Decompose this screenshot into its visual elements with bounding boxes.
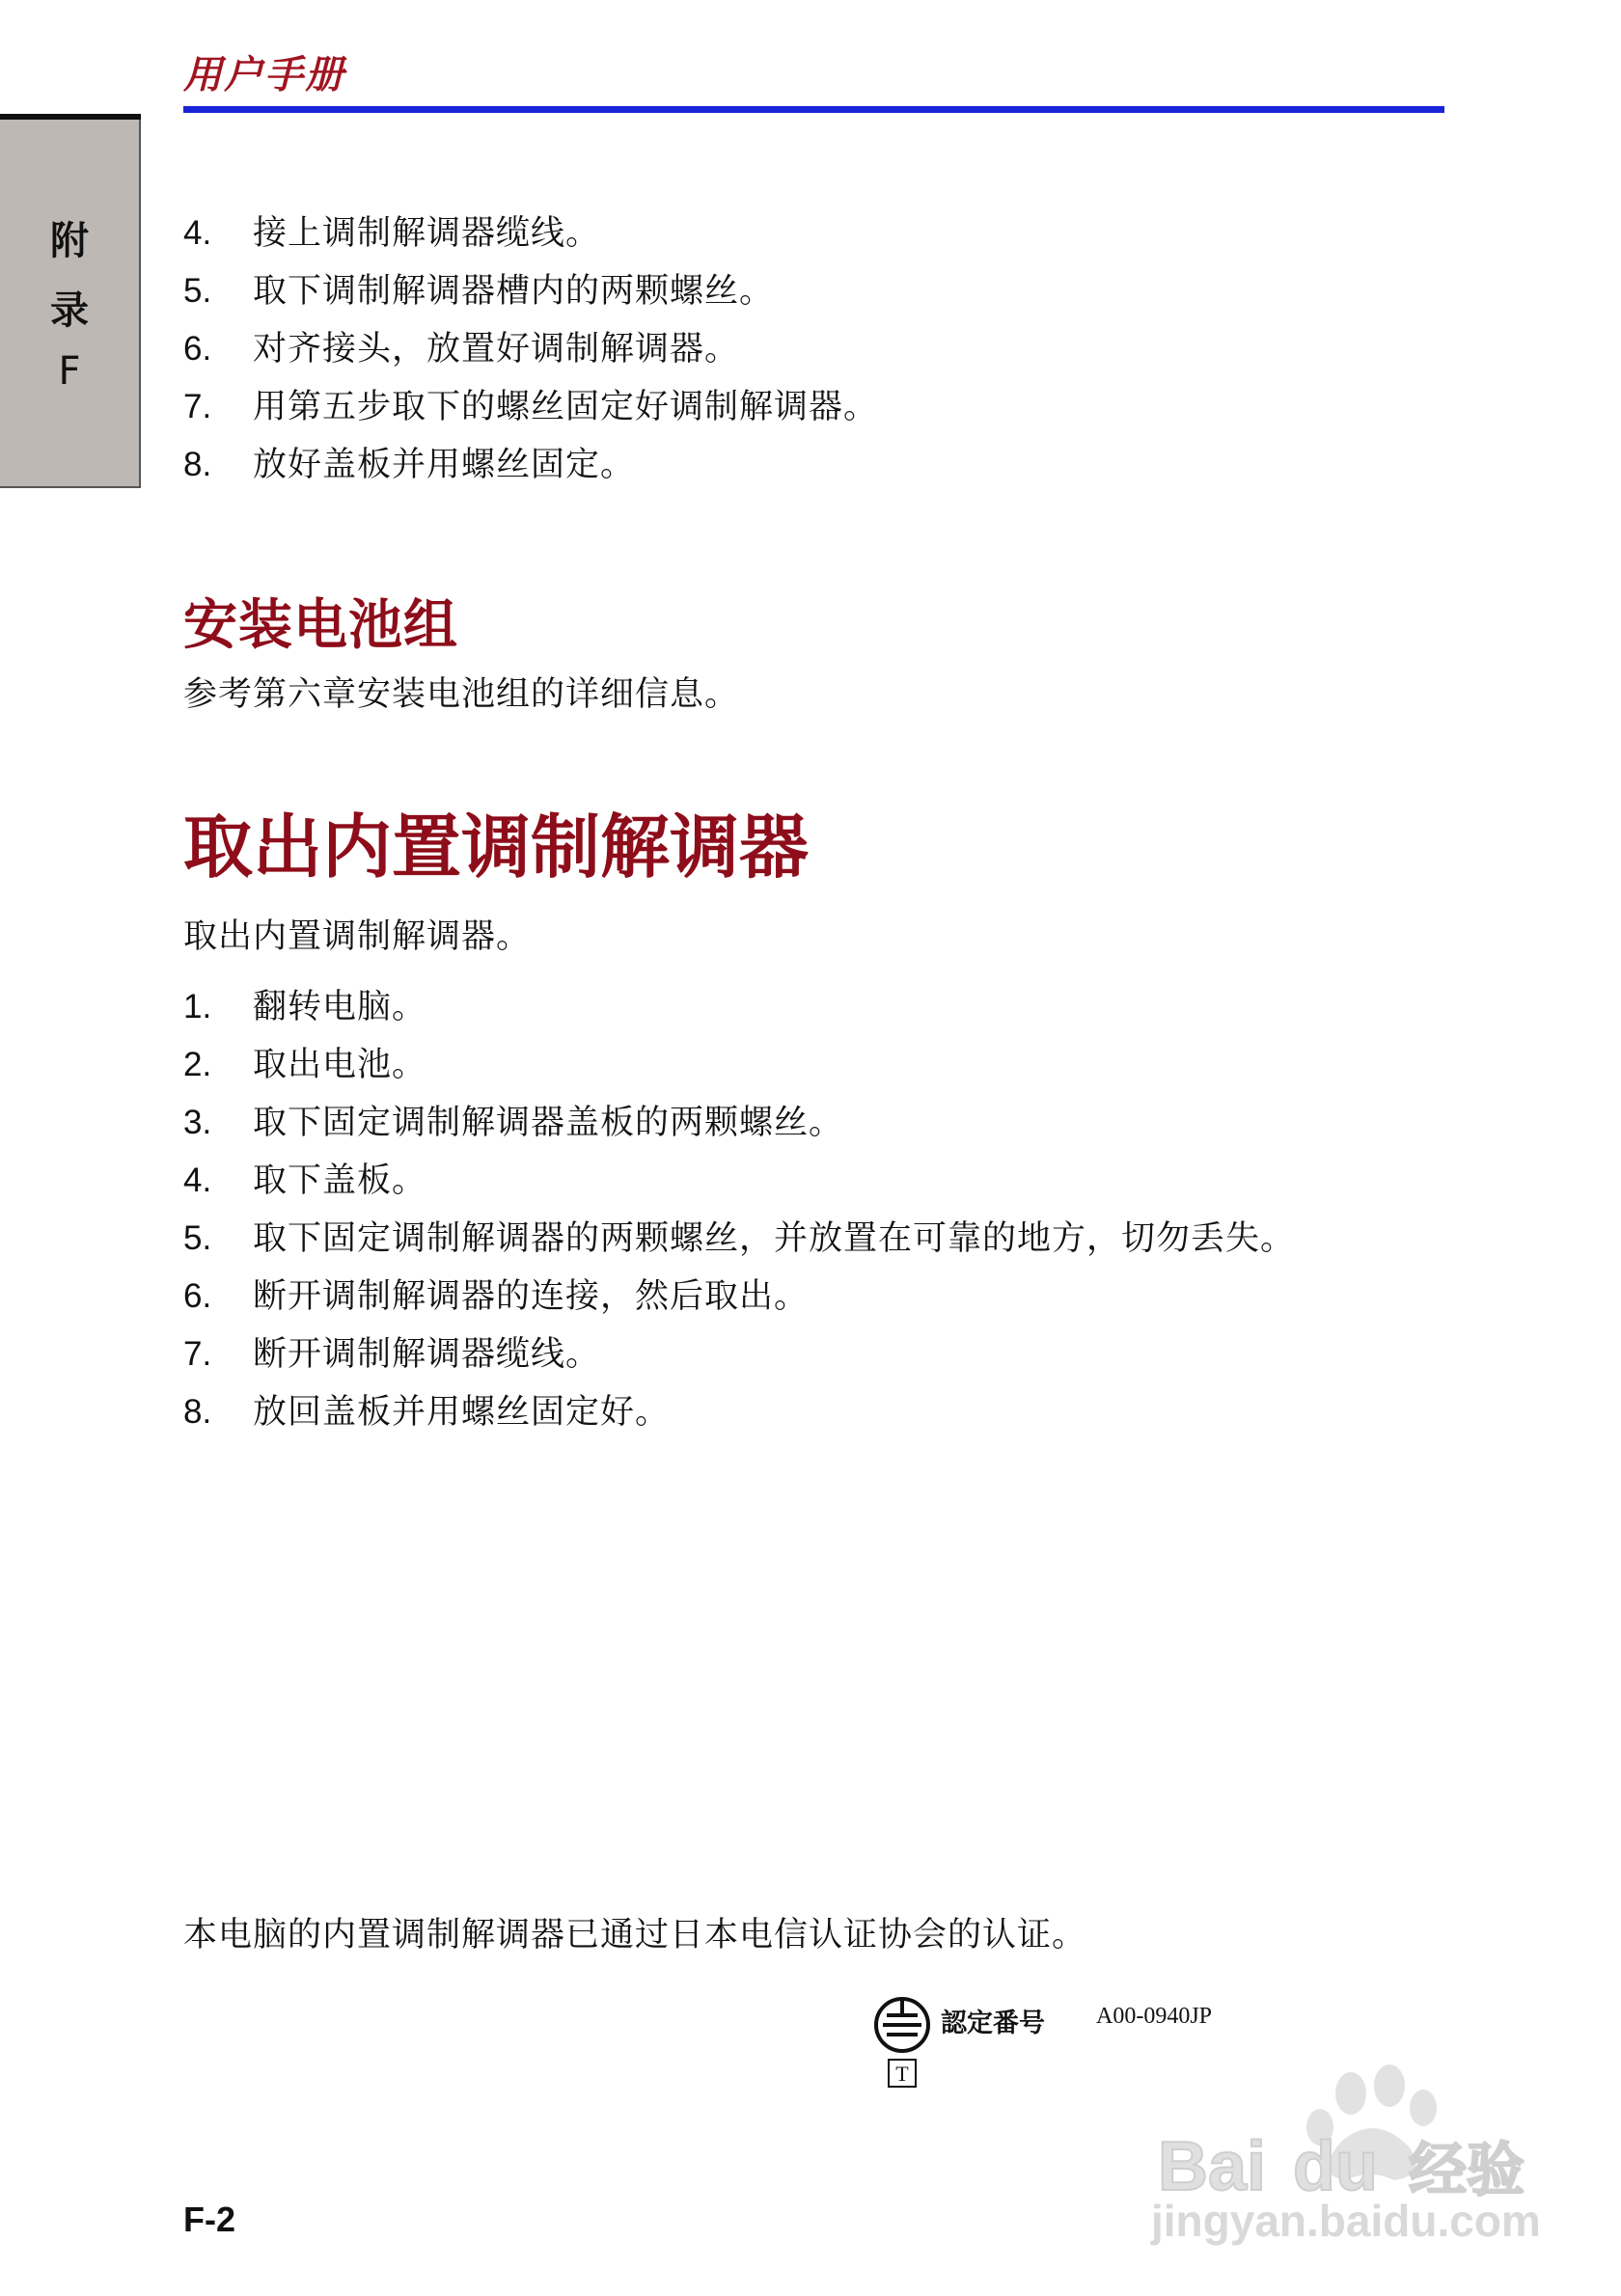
side-tab-char-1: 附 [50, 219, 89, 263]
baidu-watermark-url: jingyan.baidu.com [1151, 2196, 1541, 2246]
step-text: 取下固定调制解调器的两颗螺丝，并放置在可靠的地方，切勿丢失。 [253, 1219, 1296, 1258]
step-number: 6. [183, 330, 212, 368]
step-number: 5. [183, 272, 212, 310]
step-text: 取下调制解调器槽内的两颗螺丝。 [253, 272, 775, 311]
step-text: 放好盖板并用螺丝固定。 [253, 446, 636, 484]
battery-section-body: 参考第六章安装电池组的详细信息。 [183, 675, 740, 714]
side-tab-char-2: 录 [50, 288, 89, 333]
step-text: 取下盖板。 [253, 1162, 427, 1200]
step-number: 8. [183, 446, 212, 483]
step-text: 取下固定调制解调器盖板的两颗螺丝。 [253, 1104, 844, 1142]
page-number: F-2 [183, 2200, 235, 2239]
step-number: 7. [183, 388, 212, 425]
remove-step [183, 978, 1295, 1036]
install-step [183, 262, 878, 320]
header-title: 用户手册 [183, 53, 345, 97]
remove-step [183, 1094, 1295, 1152]
step-text: 接上调制解调器缆线。 [253, 214, 601, 253]
step-number: 2. [183, 1046, 212, 1083]
remove-section-intro: 取出内置调制解调器。 [183, 917, 532, 956]
step-text: 断开调制解调器的连接，然后取出。 [253, 1277, 810, 1316]
battery-section-heading: 安装电池组 [183, 594, 458, 657]
step-text: 放回盖板并用螺丝固定好。 [253, 1393, 671, 1432]
step-number: 3. [183, 1104, 212, 1141]
side-tab-char-3: F [58, 349, 81, 394]
cert-mark-letter: T [895, 2062, 909, 2086]
remove-step [183, 1152, 1295, 1210]
remove-section-heading: 取出内置调制解调器 [183, 806, 810, 888]
certification-statement: 本电脑的内置调制解调器已通过日本电信认证协会的认证。 [183, 1916, 1087, 1954]
svg-text:du: du [1293, 2128, 1378, 2205]
remove-step [183, 1268, 1295, 1326]
certification-code: A00-0940JP [1096, 2004, 1213, 2029]
step-text: 用第五步取下的螺丝固定好调制解调器。 [253, 388, 879, 426]
step-number: 8. [183, 1393, 212, 1431]
install-step [183, 205, 878, 262]
telecom-cert-logo-icon [871, 1994, 939, 2091]
svg-text:Bai: Bai [1158, 2128, 1267, 2205]
header-rule [183, 106, 1444, 113]
step-number: 4. [183, 1162, 212, 1199]
certification-label: 認定番号 [941, 2009, 1045, 2038]
svg-text:经验: 经验 [1409, 2137, 1525, 2204]
remove-step-list [183, 978, 1295, 1441]
step-number: 5. [183, 1219, 212, 1257]
remove-step [183, 1210, 1295, 1268]
install-step [183, 378, 878, 436]
step-number: 4. [183, 214, 212, 252]
step-text: 翻转电脑。 [253, 988, 427, 1026]
step-number: 6. [183, 1277, 212, 1315]
step-number: 7. [183, 1335, 212, 1373]
remove-step [183, 1383, 1295, 1441]
remove-step [183, 1036, 1295, 1094]
remove-step [183, 1326, 1295, 1383]
step-text: 取出电池。 [253, 1046, 427, 1084]
install-step [183, 320, 878, 378]
install-step-list [183, 205, 878, 494]
step-text: 对齐接头，放置好调制解调器。 [253, 330, 740, 369]
step-text: 断开调制解调器缆线。 [253, 1335, 601, 1374]
install-step [183, 436, 878, 494]
step-number: 1. [183, 988, 212, 1025]
